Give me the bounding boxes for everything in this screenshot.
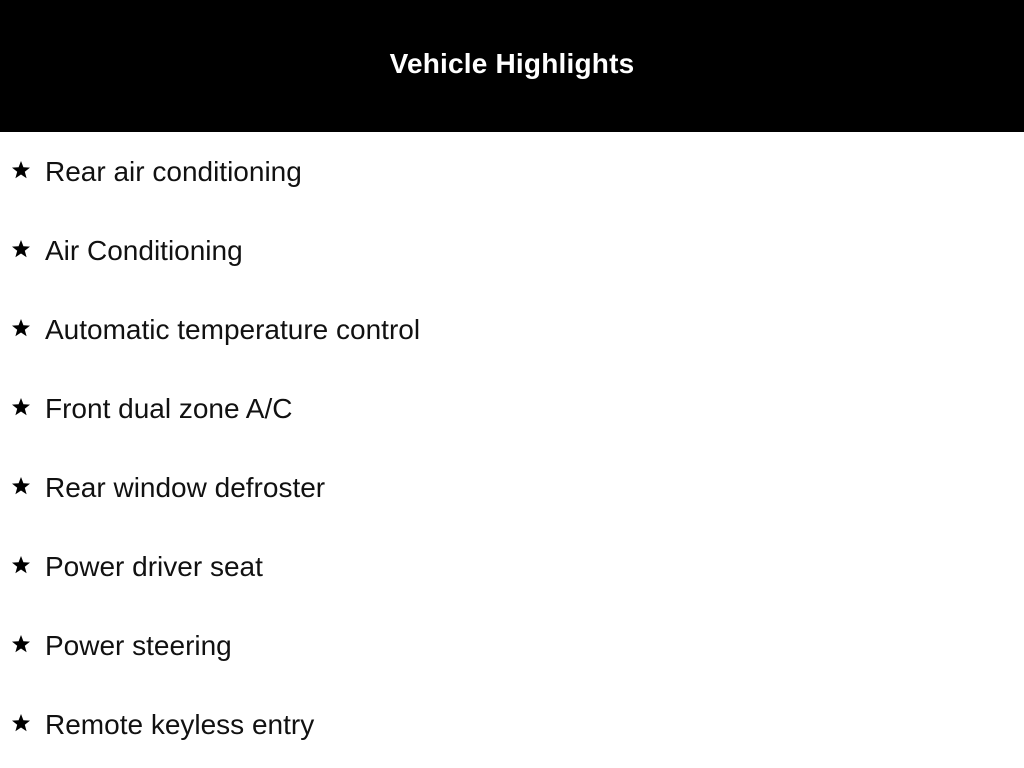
highlight-label: Rear air conditioning [45, 156, 302, 187]
highlight-label: Front dual zone A/C [45, 393, 293, 424]
star-icon [11, 160, 31, 180]
page-header [0, 0, 1024, 132]
star-icon [11, 713, 31, 733]
page-title: Vehicle Highlights [389, 48, 635, 79]
star-icon [11, 397, 31, 417]
star-icon [11, 318, 31, 338]
star-icon [11, 476, 31, 496]
star-icon [11, 239, 31, 259]
highlight-label: Remote keyless entry [45, 709, 315, 740]
highlight-label: Automatic temperature control [45, 314, 421, 345]
highlight-label: Rear window defroster [45, 472, 326, 503]
highlight-label: Power driver seat [45, 551, 263, 582]
star-icon [11, 634, 31, 654]
highlight-label: Air Conditioning [45, 235, 243, 266]
star-icon [11, 555, 31, 575]
highlight-label: Power steering [45, 630, 232, 661]
